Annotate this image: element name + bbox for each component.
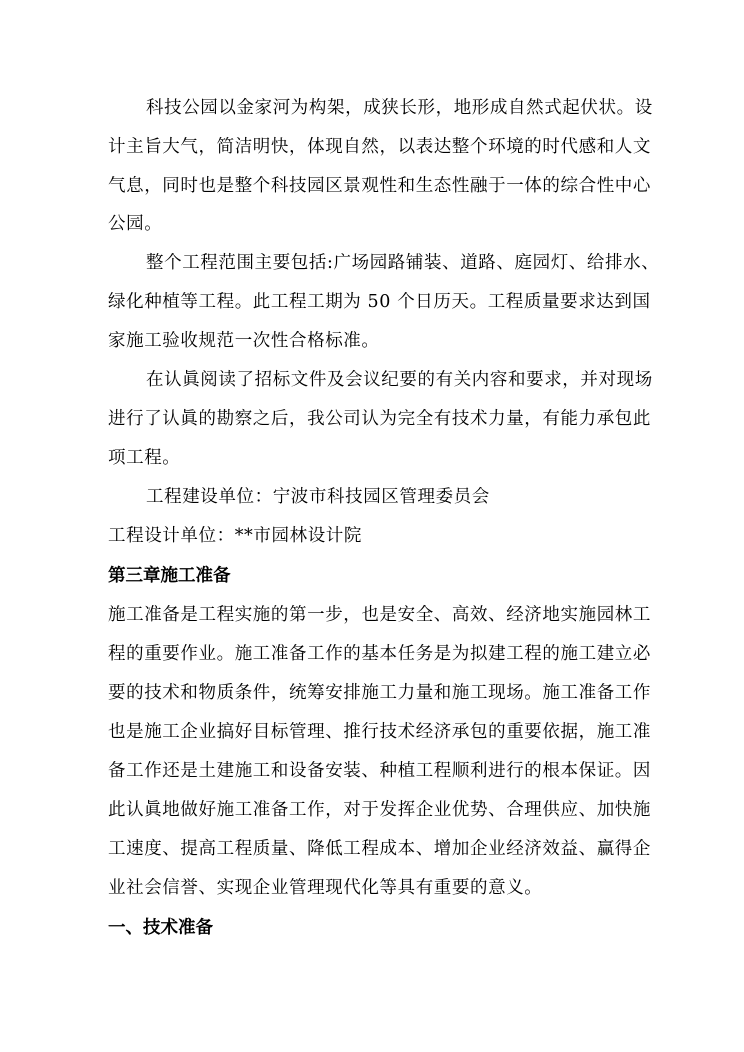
paragraph-line: 绿化种植等工程。此工程工期为 50 个日历天。工程质量要求达到国 — [108, 292, 651, 312]
design-unit: 工程设计单位：**市园林设计院 — [108, 526, 362, 546]
paragraph-line: 整个工程范围主要包括:广场园路铺装、道路、庭园灯、给排水、 — [146, 253, 660, 273]
paragraph-line: 家施工验收规范一次性合格标准。 — [108, 331, 380, 351]
paragraph-line: 业社会信誉、实现企业管理现代化等具有重要的意义。 — [108, 878, 543, 898]
paragraph-line: 程的重要作业。施工准备工作的基本任务是为拟建工程的施工建立必 — [108, 644, 651, 664]
paragraph-line: 要的技术和物质条件，统筹安排施工力量和施工现场。施工准备工作 — [108, 683, 651, 703]
paragraph-line: 科技公园以金家河为构架，成狭长形，地形成自然式起伏状。设 — [146, 98, 653, 118]
paragraph-line: 工速度、提高工程质量、降低工程成本、增加企业经济效益、赢得企 — [108, 839, 651, 859]
paragraph-line: 气息，同时也是整个科技园区景观性和生态性融于一体的综合性中心 — [108, 176, 651, 196]
section-title: 一、技术准备 — [108, 918, 213, 938]
paragraph-line: 在认眞阅读了招标文件及会议纪要的有关内容和要求，并对现场 — [146, 370, 653, 390]
chapter-title: 第三章施工准备 — [108, 566, 231, 586]
paragraph-line: 项工程。 — [108, 448, 181, 468]
paragraph-line: 备工作还是土建施工和设备安装、种植工程顺利进行的根本保证。因 — [108, 761, 651, 781]
construction-unit: 工程建设单位：宁波市科技园区管理委员会 — [146, 487, 490, 507]
paragraph-line: 此认眞地做好施工准备工作，对于发挥企业优势、合理供应、加快施 — [108, 800, 651, 820]
paragraph-line: 施工准备是工程实施的第一步，也是安全、高效、经济地实施园林工 — [108, 605, 651, 625]
paragraph-line: 公园。 — [108, 214, 163, 234]
paragraph-line: 也是施工企业搞好目标管理、推行技术经济承包的重要依据，施工准 — [108, 722, 651, 742]
paragraph-line: 计主旨大气，简洁明快，体现自然，以表达整个环境的时代感和人文 — [108, 137, 651, 157]
paragraph-line: 进行了认眞的勘察之后，我公司认为完全有技术力量，有能力承包此 — [108, 409, 651, 429]
